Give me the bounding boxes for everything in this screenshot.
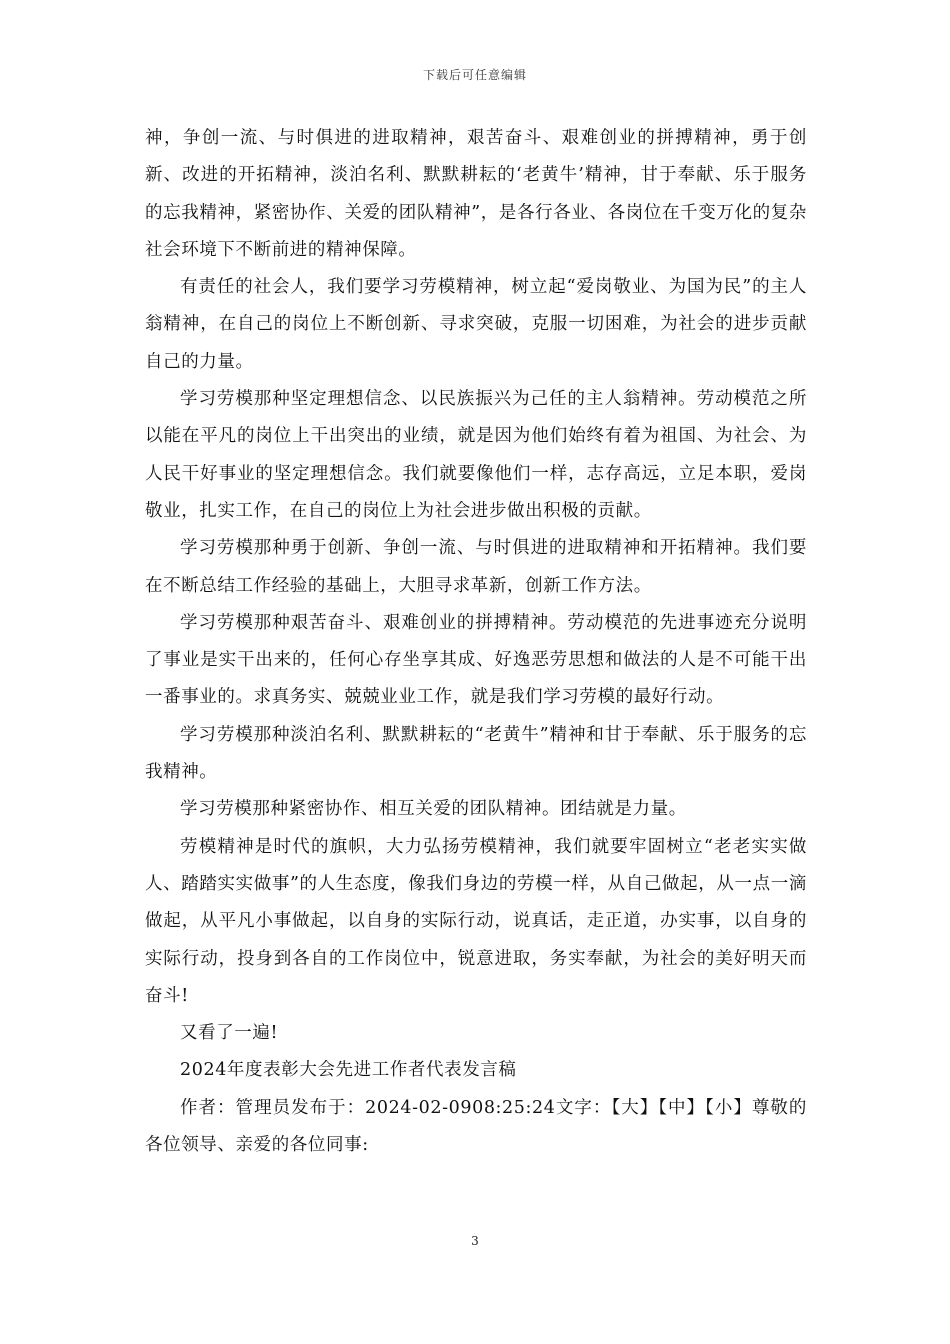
paragraph-innovation: 学习劳模那种勇于创新、争创一流、与时俱进的进取精神和开拓精神。我们要在不断总结工作经验的基础上，大胆寻求革新，创新工作方法。 bbox=[145, 538, 807, 596]
paragraph-continuation: 神，争创一流、与时俱进的进取精神，艰苦奋斗、艰难创业的拼搏精神，勇于创新、改进的开拓精神，淡泊名利、默默耕耘的‘老黄牛’精神，甘于奉献、乐于服务的忘我精神，紧密协作、关爱的团队精神”，是各行各业、各岗位在千变万化的复杂社会环境下不断前进的精神保障。 bbox=[145, 128, 807, 260]
paragraph-dedication: 学习劳模那种淡泊名利、默默耕耘的“老黄牛”精神和甘于奉献、乐于服务的忘我精神。 bbox=[145, 724, 807, 783]
paragraph-responsibility: 有责任的社会人，我们要学习劳模精神，树立起“爱岗敬业、为国为民”的主人翁精神，在自己的岗位上不断创新、寻求突破，克服一切困难，为社会的进步贡献自己的力量。 bbox=[145, 277, 807, 372]
speech-byline: 作者：管理员发布于：2024-02-0908:25:24文字：【大】【中】【小】尊敬的各位领导、亲爱的各位同事: bbox=[145, 1097, 807, 1156]
paragraph-ideals: 学习劳模那种坚定理想信念、以民族振兴为己任的主人翁精神。劳动模范之所以能在平凡的岗位上干出突出的业绩，就是因为他们始终有着为祖国、为社会、为人民干好事业的坚定理想信念。我们就要像他们一样，志存高远，立足本职，爱岗敬业，扎实工作，在自己的岗位上为社会进步做出积极的贡献。 bbox=[145, 389, 807, 521]
paragraph-reread: 又看了一遍! bbox=[180, 1023, 279, 1044]
speech-title: 2024年度表彰大会先进工作者代表发言稿 bbox=[180, 1060, 517, 1081]
page-number: 3 bbox=[471, 1234, 479, 1248]
document-body bbox=[145, 120, 807, 1164]
paragraph-teamwork: 学习劳模那种紧密协作、相互关爱的团队精神。团结就是力量。 bbox=[180, 799, 687, 820]
paragraph-conclusion: 劳模精神是时代的旗帜，大力弘扬劳模精神，我们就要牢固树立“老老实实做人、踏踏实实做事”的人生态度，像我们身边的劳模一样，从自己做起，从一点一滴做起，从平凡小事做起，以自身的实际行动，说真话，走正道，办实事，以自身的实际行动，投身到各自的工作岗位中，锐意进取，务实奉献，为社会的美好明天而奋斗! bbox=[145, 836, 807, 1006]
paragraph-hard-work: 学习劳模那种艰苦奋斗、艰难创业的拼搏精神。劳动模范的先进事迹充分说明了事业是实干出来的，任何心存坐享其成、好逸恶劳思想和做法的人是不可能干出一番事业的。求真务实、兢兢业业工作，就是我们学习劳模的最好行动。 bbox=[145, 612, 807, 708]
page-header-note: 下载后可任意编辑 bbox=[422, 68, 527, 82]
